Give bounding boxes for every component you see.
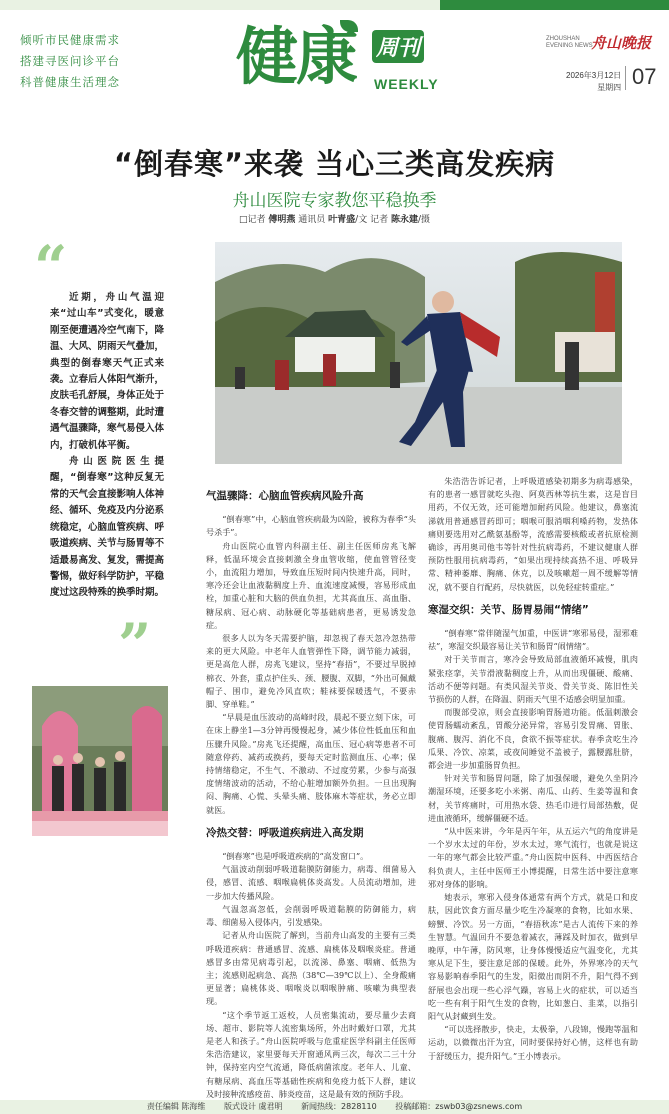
- open-quote-icon: “: [34, 233, 68, 301]
- logo-en-1: ZHOUSHAN: [546, 36, 580, 42]
- issue-weekday: 星期四: [597, 83, 622, 92]
- article-paragraph: “从中医来讲，今年是丙午年，从五运六气的角度讲是一个岁水太过的年份，岁水太过，寒气流行，也就是说这一年的寒气都会比较严重。”舟山医院中医科、中西医结合科负责人，主任中医师王小博提醒，日常生活中要注意寒邪对身体的影响。: [428, 826, 638, 889]
- article-column-2: [428, 475, 638, 1063]
- article-paragraph: “可以选择散步，快走，太极拳，八段锦，慢跑等温和运动，以微微出汗为宜，同时要保持好心情，这样也有助于舒缓压力，提升阳气。”王小博表示。: [428, 1024, 638, 1061]
- slogans: [20, 30, 120, 93]
- close-quote-icon: ”: [118, 611, 152, 679]
- newspaper-logo: [546, 34, 652, 52]
- slogan-3: 科普健康生活理念: [20, 75, 120, 89]
- article-paragraph: “倒春寒”中，心脑血管疾病最为凶险，被称为春季“头号杀手”。: [206, 514, 416, 538]
- article-paragraph: 针对关节和肠胃问题，除了加强保暖，避免久坐阴冷潮湿环境，还要多吃小米粥、南瓜、山药、生姜等温和食材，关节疼痛时，可用热水袋、热毛巾进行局部热敷，促进血液循环，缓解僵硬不适。: [428, 773, 638, 823]
- article-paragraph: 对于关节而言，寒冷会导致局部血液循环减慢，肌肉紧张痉挛，关节滑液黏稠度上升，从而出现僵硬、酸痛、活动不便等问题。有类风湿关节炎、骨关节炎、陈旧性关节损伤的人群，在降温、阴雨天气里不适感会明显加重。: [428, 654, 638, 705]
- photo-people-flowers: [32, 686, 168, 836]
- correspondent: 叶青盛: [328, 215, 356, 225]
- article-paragraph: “这个季节返工返校，人员密集流动，要尽量少去商场、超市、影院等人流密集场所，外出时戴好口罩，尤其是老人和孩子。”舟山医院呼吸与危重症医学科副主任医师朱浩浩建议，家里要每天开窗通风两三次，每次二三十分钟，保持室内空气流通，降低病菌浓度。老年人、儿童、有糖尿病、高血压等基础性疾病和免疫力低下人群，建议及时接种流感疫苗、肺炎疫苗，这是最有效的预防手段。: [206, 1009, 416, 1099]
- footer-email: 投稿邮箱：zswb03@zsnews.com: [395, 1102, 523, 1111]
- article-paragraph: 记者从舟山医院了解到，当前舟山高发的主要有三类呼吸道疾病：普通感冒、流感、扁桃体及咽喉炎症。普通感冒多由常见病毒引起，以流涕、鼻塞、咽痛、低热为主；流感则起病急、高热（38℃—39℃以上）、全身酸痛更显著；扁桃体炎、咽喉炎以咽喉肿痛、咳嗽为典型表现。: [206, 930, 416, 1007]
- article-paragraph: 而腹部受凉，则会直接影响胃肠道功能。低温刺激会使胃肠蠕动紊乱，胃酸分泌异常，容易引发胃痛、胃胀、腹痛、腹泻、消化不良，食欲不振等症状。春季贪吃生冷瓜果、冷饮、凉菜，或夜间睡觉不盖被子，露腰露肚脐，都会进一步加重肠胃负担。: [428, 707, 638, 771]
- intro-paragraph: 近期，舟山气温迎来“过山车”式变化，暖意刚至便遭遇冷空气南下，降温、大风、阴雨天气叠加，典型的倒春寒天气正式来袭。立春后人体阳气渐升，皮肤毛孔舒展，身体正处于冬春交替的调整期，此时遭遇气温骤降，寒气易侵入体内，打破机体平衡。: [50, 292, 165, 451]
- reporter-1: 傅明燕: [268, 215, 296, 225]
- intro-lead: [50, 290, 164, 602]
- article-column-1: [206, 486, 416, 1101]
- article-paragraph: “早晨是血压波动的高峰时段，晨起不要立刻下床，可在床上静坐1—3分钟再慢慢起身，减少体位性低血压和血压骤升风险。”房兆飞还提醒，高血压、冠心病等患者不可随意停药、减药或换药，要每天定时监测血压、心率；保持情绪稳定，不生气、不激动、不过度劳累，少参与高强度情绪波动的活动，不给心脏增加额外负担。一旦出现胸闷、胸痛、心慌、头晕头痛、肢体麻木等症状，务必立即就医。: [206, 712, 416, 815]
- page-divider: [625, 66, 626, 90]
- section-title-cardiovascular: 气温骤降：心脑血管疾病风险升高: [206, 490, 364, 502]
- masthead: [236, 20, 446, 100]
- dateline: [566, 70, 621, 94]
- page-number: 07: [632, 64, 657, 89]
- article-paragraph: 气温忽高忽低，会削弱呼吸道黏膜的防御能力，病毒、细菌易入侵体内，引发感染。: [206, 903, 416, 928]
- article-paragraph: 很多人以为冬天需要护脑，却忽视了春天忽冷忽热带来的更大风险。中老年人血管弹性下降，调节能力减弱，更是高危人群，房兆飞建议，坚持“春捂”，不要过早脱掉棉衣、外套，重点护住头、颈、腰腹、双脚，“外出可佩戴帽子、围巾，避免冷风直吹；鞋袜要保暖透气，不要赤脚、穿单鞋。”: [206, 633, 416, 710]
- footer-hotline: 新闻热线：2828110: [301, 1102, 377, 1111]
- logo-en-2: EVENING NEWS: [546, 43, 593, 49]
- reporter-2: 陈永建: [390, 215, 418, 225]
- intro-paragraph: 舟山医院医生提醒，“倒春寒”这种反复无常的天气会直接影响人体神经、循环、免疫及内分泌系统稳定，心脑血管疾病、呼吸道疾病、关节与肠胃等不适最易高发、复发，需提高警惕，做好科学防护，平稳度过这段特殊的换季时期。: [50, 456, 165, 599]
- footer-editor: 责任编辑 陈海维: [146, 1102, 206, 1111]
- masthead-title: 健康: [236, 20, 357, 93]
- masthead-weekly: WEEKLY: [374, 76, 439, 92]
- slogan-1: 倾听市民健康需求: [20, 33, 120, 47]
- page-footer: [0, 1100, 669, 1114]
- article-paragraph: 气温波动削弱呼吸道黏膜防御能力，病毒、细菌易入侵，感冒、流感、咽喉扁桃体炎高发。人员流动增加，进一步加大传播风险。: [206, 864, 416, 901]
- section-title-joints-stomach: 寒湿交织：关节、肠胃易闹“情绪”: [428, 603, 589, 616]
- subheadline: 舟山医院专家教您平稳换季: [232, 191, 437, 211]
- top-decor-bar: [0, 0, 669, 10]
- article-paragraph: “倒春寒”常伴随湿气加重，中医讲“寒邪易侵，湿邪难祛”，寒湿交织最容易让关节和肠胃“闹情绪”。: [428, 628, 638, 652]
- section-title-respiratory: 冷热交替：呼吸道疾病进入高发期: [206, 826, 364, 839]
- main-photo-taichi: [215, 242, 622, 464]
- article-paragraph: 朱浩浩告诉记者，上呼吸道感染初期多为病毒感染，有的患者一感冒就吃头孢、阿莫西林等抗生素，这是盲目用药，不仅无效，还可能增加耐药风险。他建议，鼻塞流涕就用普通感冒药即可；咽喉可服消咽利嗓药物，发热体痛则要选用对乙酰氨基酚等，流感需要核酸或者抗原检测确诊，再用奥司他韦等针对性抗病毒药，不建议健康人群预防性服用抗病毒药，“如果出现持续高热不退、呼吸异常、精神萎靡、胸痛、休克，以及咳嗽超一周不缓解等情况，就不要自行配药，尽快就医，以免轻症转重症。”: [428, 476, 638, 592]
- article-paragraph: “倒春寒”也是呼吸道疾病的“高发窗口”。: [222, 851, 369, 862]
- footer-design: 版式设计 虞君明: [223, 1102, 283, 1111]
- article-paragraph: 舟山医院心血管内科副主任、副主任医师房兆飞解释，低温环境会直接刺激全身血管收缩，使血管管径变小，血流阻力增加，导致血压短时间内快速升高，同时，寒冷还会让血液黏稠度上升、血流速度减慢，容易形成血栓，加重心脏和大脑的供血负担，尤其高血压、高血脂、糖尿病、冠心病、动脉硬化等基础病患者，更易诱发急症。: [206, 540, 416, 630]
- issue-date: 2026年3月12日: [566, 71, 622, 80]
- article-paragraph: 她表示，寒邪入侵身体通常有两个方式，就是口和皮肤，因此饮食方面尽量少吃生冷凝寒的食物，比如水果、螃蟹、冷饮。另一方面，“春捂秋冻”是古人流传下来的养生智慧。气温回升不要急着减衣，薄踩及时加衣，做到早晚厚，中午薄，防风寒，让身体慢慢适应气温变化，尤其寒从足下生，要注意足部的保暖。此外，外界寒冷的天气容易影响春季阳气的生发，阳微出而阴不升，阳气得不到舒展也会出现一些心浮气躁，容易上火的症状，可以适当吃一些有利于阳气生发的食物，比如葱白、韭菜，以指引阳气从封藏到生发。: [428, 892, 638, 1021]
- masthead-kan: 周刊: [372, 30, 424, 63]
- logo-cn: 舟山晚报: [591, 34, 652, 52]
- byline: □记者 傅明燕 通讯员 叶青盛/文 记者 陈永建/摄: [238, 215, 431, 225]
- slogan-2: 搭建寻医问诊平台: [20, 54, 120, 68]
- headline: “倒春寒”来袭 当心三类高发疾病: [113, 147, 556, 181]
